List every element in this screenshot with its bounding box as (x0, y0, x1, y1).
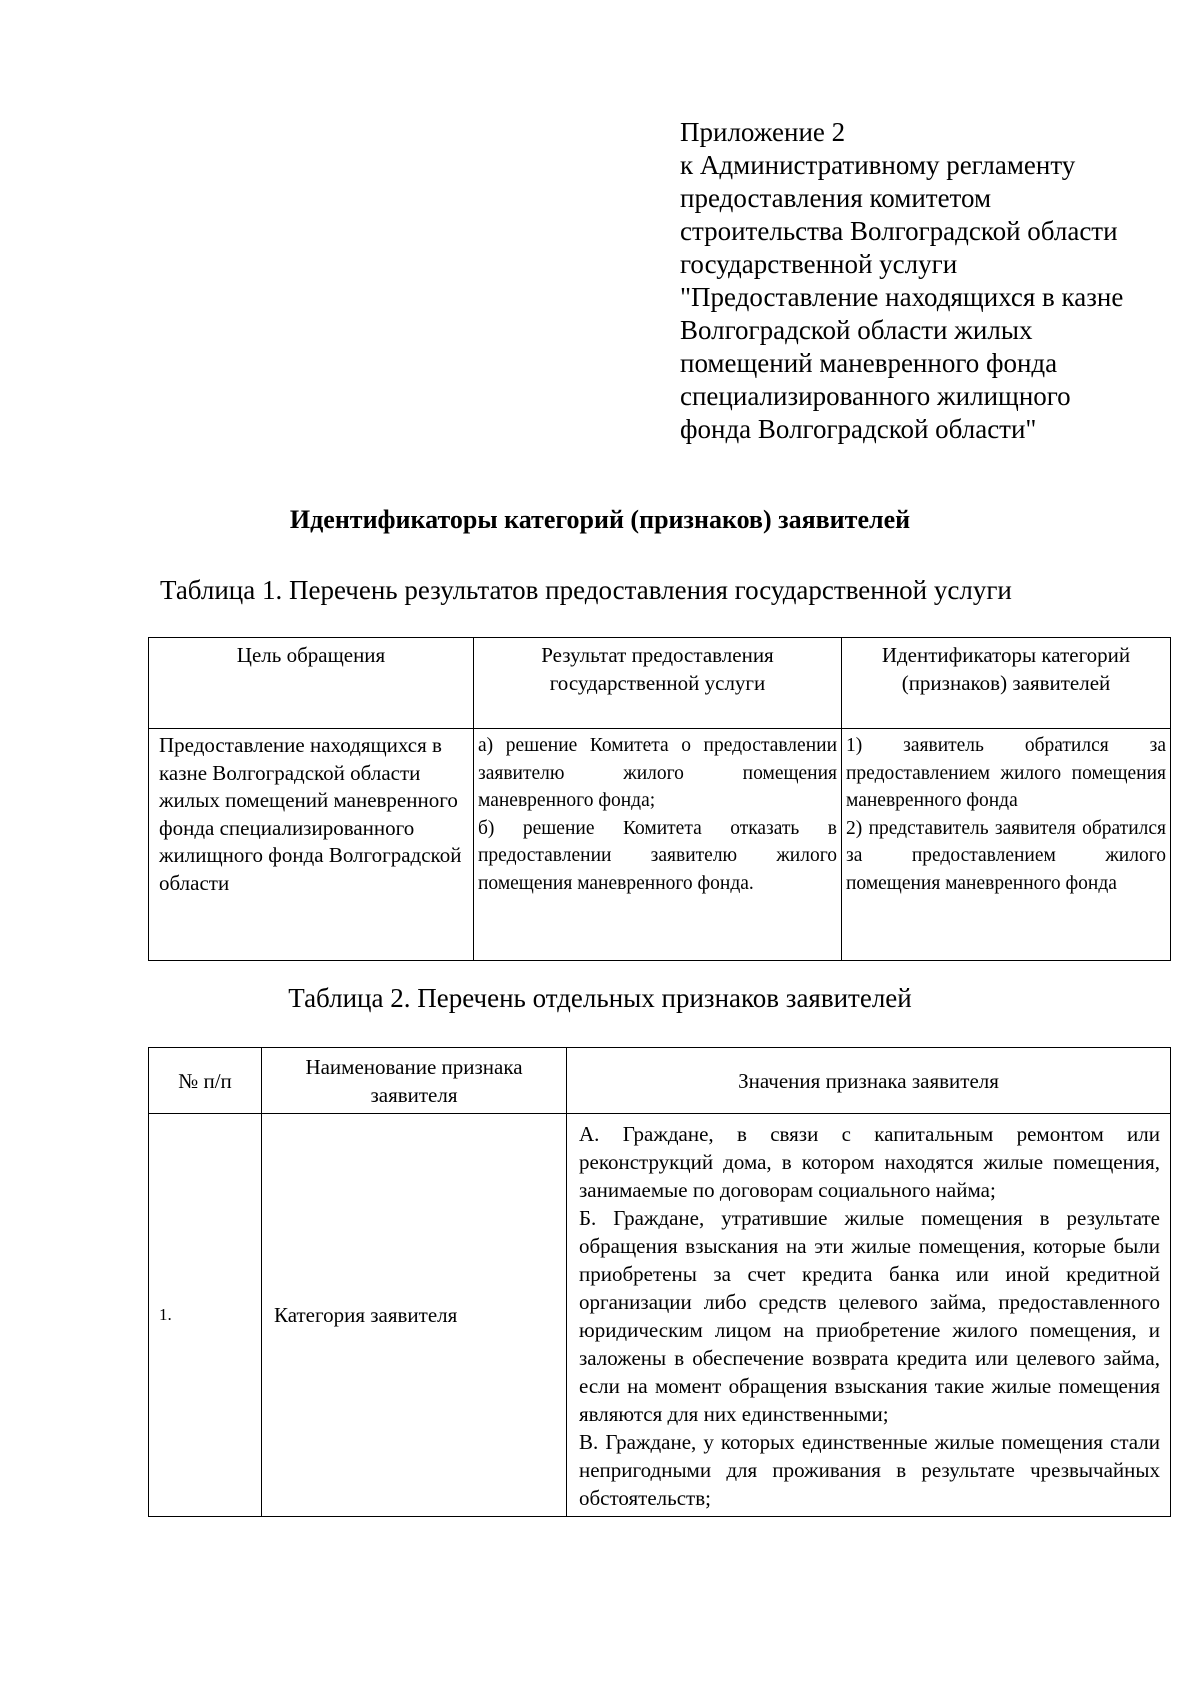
table2-caption: Таблица 2. Перечень отдельных признаков заявителей (288, 983, 912, 1013)
document-title: Идентификаторы категорий (признаков) заявителей (289, 505, 911, 534)
table-header-row (149, 638, 1171, 729)
identifiers-cell (842, 729, 1171, 961)
appendix-line: предоставления комитетом (680, 183, 992, 213)
value-option-a: А. Граждане, в связи с капитальным ремонтом или реконструкций дома, в котором находятся жилые помещения, занимаемые по договорам социального найма; (579, 1122, 1160, 1202)
column-header-attribute-values: Значения признака заявителя (567, 1048, 1171, 1114)
column-header-number: № п/п (149, 1048, 262, 1114)
result-option-a: а) решение Комитета о предоставлении заявителю жилого помещения маневренного фонда; (478, 735, 837, 811)
column-header-goal: Цель обращения (149, 638, 474, 729)
appendix-line: помещений маневренного фонда (680, 348, 1058, 378)
attributes-table (148, 1047, 1171, 1517)
appendix-line: "Предоставление находящихся в казне (680, 282, 1124, 312)
appendix-line: Приложение 2 (680, 117, 846, 147)
appendix-line: строительства Волгоградской области (680, 216, 1118, 246)
table1-caption: Таблица 1. Перечень результатов предоставления государственной услуги (160, 575, 1012, 605)
column-header-identifiers: Идентификаторы категорий (признаков) заявителей (842, 638, 1171, 729)
appendix-header (680, 116, 1180, 446)
value-option-b: Б. Граждане, утратившие жилые помещения в результате обращения взыскания на эти жилые помещения, которые были приобретены за счет кредита банка или иной кредитной организации либо средств целевого займа, предоставленного юридическим лицом на приобретение жилого помещения, и заложены в обеспечение возврата кредита или целевого займа, если на момент обращения взыскания такие жилые помещения являются для них единственными; (579, 1206, 1160, 1426)
appendix-line: специализированного жилищного (680, 381, 1071, 411)
identifier-2: 2) представитель заявителя обратился за предоставлением жилого помещения маневренного фонда (846, 817, 1166, 894)
goal-cell: Предоставление находящихся в казне Волгоградской области жилых помещений маневренного фонда специализированного жилищного фонда Волгоградской области (149, 729, 474, 961)
table-header-row (149, 1048, 1171, 1114)
result-option-b: б) решение Комитета отказать в предоставлении заявителю жилого помещения маневренного фонда. (478, 817, 837, 894)
results-table (148, 637, 1171, 961)
appendix-line: к Административному регламенту (680, 150, 1076, 180)
column-header-result: Результат предоставления государственной услуги (474, 638, 842, 729)
appendix-line: Волгоградской области жилых (680, 315, 1033, 345)
table-row (149, 1114, 1171, 1517)
appendix-line: государственной услуги (680, 249, 958, 279)
row-number: 1. (149, 1114, 262, 1517)
attribute-name: Категория заявителя (262, 1114, 567, 1517)
column-header-attribute-name: Наименование признака заявителя (262, 1048, 567, 1114)
appendix-line: фонда Волгоградской области" (680, 414, 1037, 444)
value-option-c: В. Граждане, у которых единственные жилые помещения стали непригодными для проживания в результате чрезвычайных обстоятельств; (579, 1430, 1160, 1510)
table-row (149, 729, 1171, 961)
identifier-1: 1) заявитель обратился за предоставлением жилого помещения маневренного фонда (846, 735, 1166, 811)
attribute-values (567, 1114, 1171, 1517)
result-cell (474, 729, 842, 961)
